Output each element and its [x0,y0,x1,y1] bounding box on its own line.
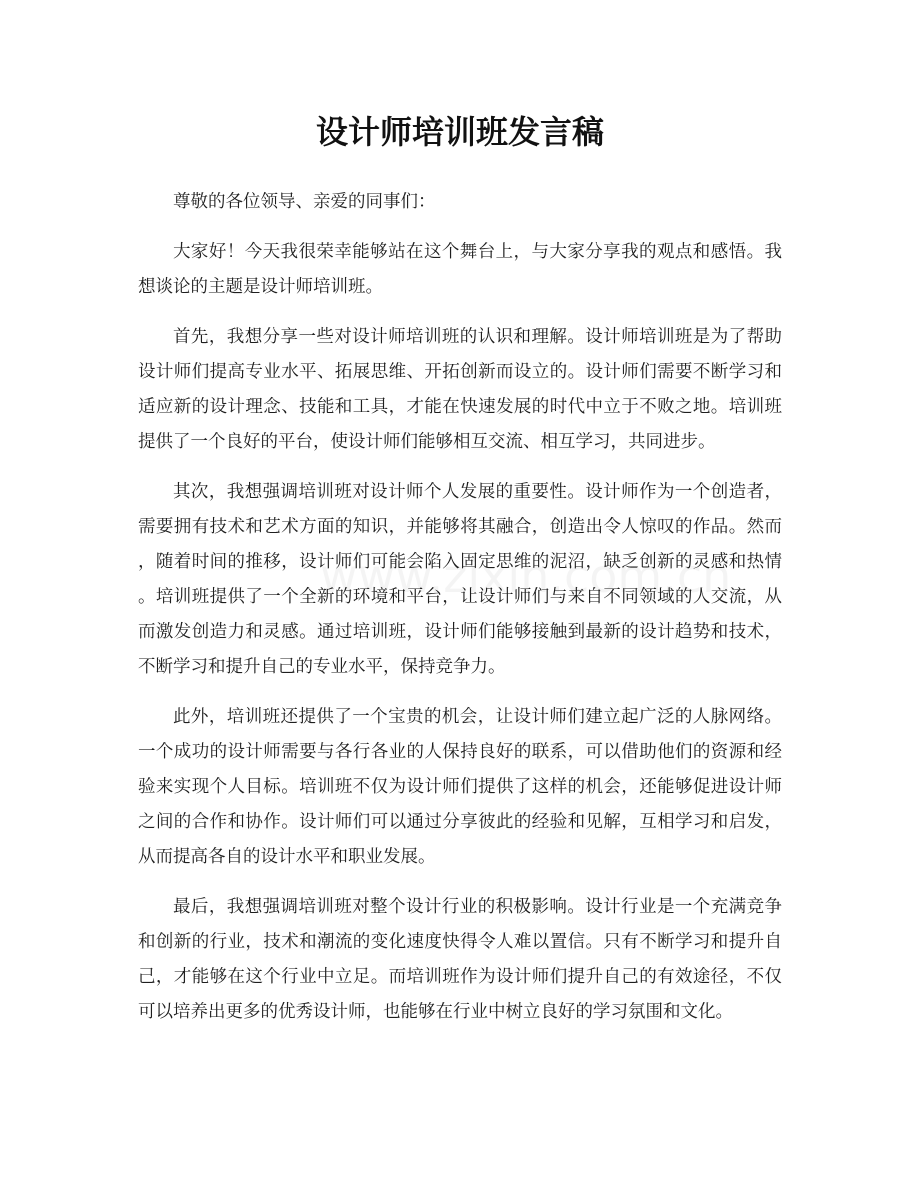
paragraph-line: 不断学习和提升自己的专业水平，保持竞争力。 [138,657,506,677]
document-body [138,185,782,1045]
paragraph-line: 从而提高各自的设计水平和职业发展。 [138,847,436,867]
paragraph-line: 一个成功的设计师需要与各行各业的人保持良好的联系，可以借助他们的资源和经 [138,742,782,762]
paragraph-line: 想谈论的主题是设计师培训班。 [138,277,383,297]
paragraph-line: 而激发创造力和灵感。通过培训班，设计师们能够接触到最新的设计趋势和技术， [138,622,782,642]
paragraph-line: 大家好！今天我很荣幸能够站在这个舞台上，与大家分享我的观点和感悟。我 [173,242,782,262]
paragraph [138,700,782,875]
paragraph-line: 需要拥有技术和艺术方面的知识，并能够将其融合，创造出令人惊叹的作品。然而 [138,517,782,537]
document-title: 设计师培训班发言稿 [315,113,604,151]
paragraph-line: 最后，我想强调培训班对整个设计行业的积极影响。设计行业是一个充满竞争 [173,897,782,917]
paragraph-line: 其次，我想强调培训班对设计师个人发展的重要性。设计师作为一个创造者， [173,482,782,502]
paragraph-line: 提供了一个良好的平台，使设计师们能够相互交流、相互学习，共同进步。 [138,432,716,452]
paragraph [138,890,782,1030]
paragraph-line: 和创新的行业，技术和潮流的变化速度快得令人难以置信。只有不断学习和提升自 [138,932,782,952]
paragraph [138,320,782,460]
paragraph-line: 设计师们提高专业水平、拓展思维、开拓创新而设立的。设计师们需要不断学习和 [138,362,782,382]
paragraph-list [138,235,782,1030]
paragraph [138,235,782,305]
paragraph-line: 此外，培训班还提供了一个宝贵的机会，让设计师们建立起广泛的人脉网络。 [173,707,782,727]
paragraph-line: 己，才能够在这个行业中立足。而培训班作为设计师们提升自己的有效途径，不仅 [138,967,782,987]
paragraph-line: 之间的合作和协作。设计师们可以通过分享彼此的经验和见解，互相学习和启发， [138,812,782,832]
paragraph-line: 适应新的设计理念、技能和工具，才能在快速发展的时代中立于不败之地。培训班 [138,397,782,417]
greeting: 尊敬的各位领导、亲爱的同事们： [173,192,436,212]
paragraph-line: 验来实现个人目标。培训班不仅为设计师们提供了这样的机会，还能够促进设计师 [138,777,782,797]
paragraph-line: 。培训班提供了一个全新的环境和平台，让设计师们与来自不同领域的人交流，从 [138,587,782,607]
paragraph [138,475,782,685]
paragraph-line: 首先，我想分享一些对设计师培训班的认识和理解。设计师培训班是为了帮助 [173,327,782,347]
paragraph-line: 可以培养出更多的优秀设计师，也能够在行业中树立良好的学习氛围和文化。 [138,1002,733,1022]
paragraph-line: ，随着时间的推移，设计师们可能会陷入固定思维的泥沼，缺乏创新的灵感和热情 [138,552,782,572]
